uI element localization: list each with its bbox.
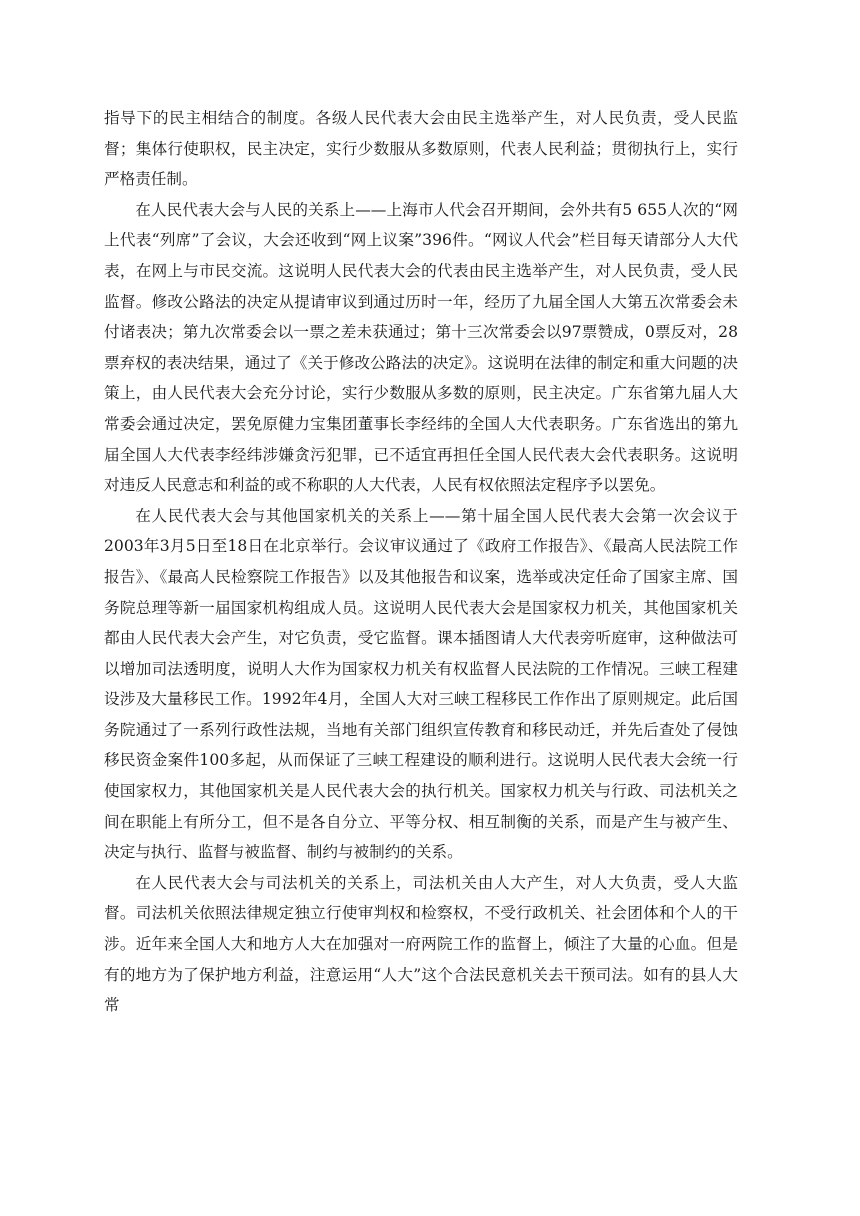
document-body xyxy=(104,103,738,1021)
paragraph-1: 指导下的民主相结合的制度。各级人民代表大会由民主选举产生，对人民负责，受人民监督；集体行使职权，民主决定，实行少数服从多数原则，代表人民利益；贯彻执行上，实行严格责任制。 xyxy=(104,109,738,189)
paragraph-4: 在人民代表大会与司法机关的关系上，司法机关由人大产生，对人大负责，受人大监督。司法机关依照法律规定独立行使审判权和检察权，不受行政机关、社会团体和个人的干涉。近年来全国人大和地方人大在加强对一府两院工作的监督上，倾注了大量的心血。但是有的地方为了保护地方利益，注意运用“人大”这个合法民意机关去干预司法。如有的县人大常 xyxy=(104,873,738,1015)
paragraph-3: 在人民代表大会与其他国家机关的关系上——第十届全国人民代表大会第一次会议于2003年3月5日至18日在北京举行。会议审议通过了《政府工作报告》、《最高人民法院工作报告》、《最高人民检察院工作报告》以及其他报告和议案，选举或决定任命了国家主席、国务院总理等新一届国家机构组成人员。这说明人民代表大会是国家权力机关，其他国家机关都由人民代表大会产生，对它负责，受它监督。课本插图请人大代表旁听庭审，这种做法可以增加司法透明度，说明人大作为国家权力机关有权监督人民法院的工作情况。三峡工程建设涉及大量移民工作。1992年4月，全国人大对三峡工程移民工作作出了原则规定。此后国务院通过了一系列行政性法规，当地有关部门组织宣传教育和移民动迁，并先后查处了侵蚀移民资金案件100多起，从而保证了三峡工程建设的顺利进行。这说明人民代表大会统一行使国家权力，其他国家机关是人民代表大会的执行机关。国家权力机关与行政、司法机关之间在职能上有所分工，但不是各自分立、平等分权、相互制衡的关系，而是产生与被产生、决定与执行、监督与被监督、制约与被制约的关系。 xyxy=(104,506,738,862)
paragraph-2: 在人民代表大会与人民的关系上——上海市人代会召开期间，会外共有5 655人次的“网上代表“列席”了会议，大会还收到“网上议案”396件。“网议人代会”栏目每天请部分人大代表，在网上与市民交流。这说明人民代表大会的代表由民主选举产生，对人民负责，受人民监督。修改公路法的决定从提请审议到通过历时一年，经历了九届全国人大第五次常委会未付诸表决；第九次常委会以一票之差未获通过；第十三次常委会以97票赞成，0票反对，28票弃权的表决结果，通过了《关于修改公路法的决定》。这说明在法律的制定和重大问题的决策上，由人民代表大会充分讨论，实行少数服从多数的原则，民主决定。广东省第九届人大常委会通过决定，罢免原健力宝集团董事长李经纬的全国人大代表职务。广东省选出的第九届全国人大代表李经纬涉嫌贪污犯罪，已不适宜再担任全国人民代表大会代表职务。这说明对违反人民意志和利益的或不称职的人大代表，人民有权依照法定程序予以罢免。 xyxy=(104,200,738,495)
